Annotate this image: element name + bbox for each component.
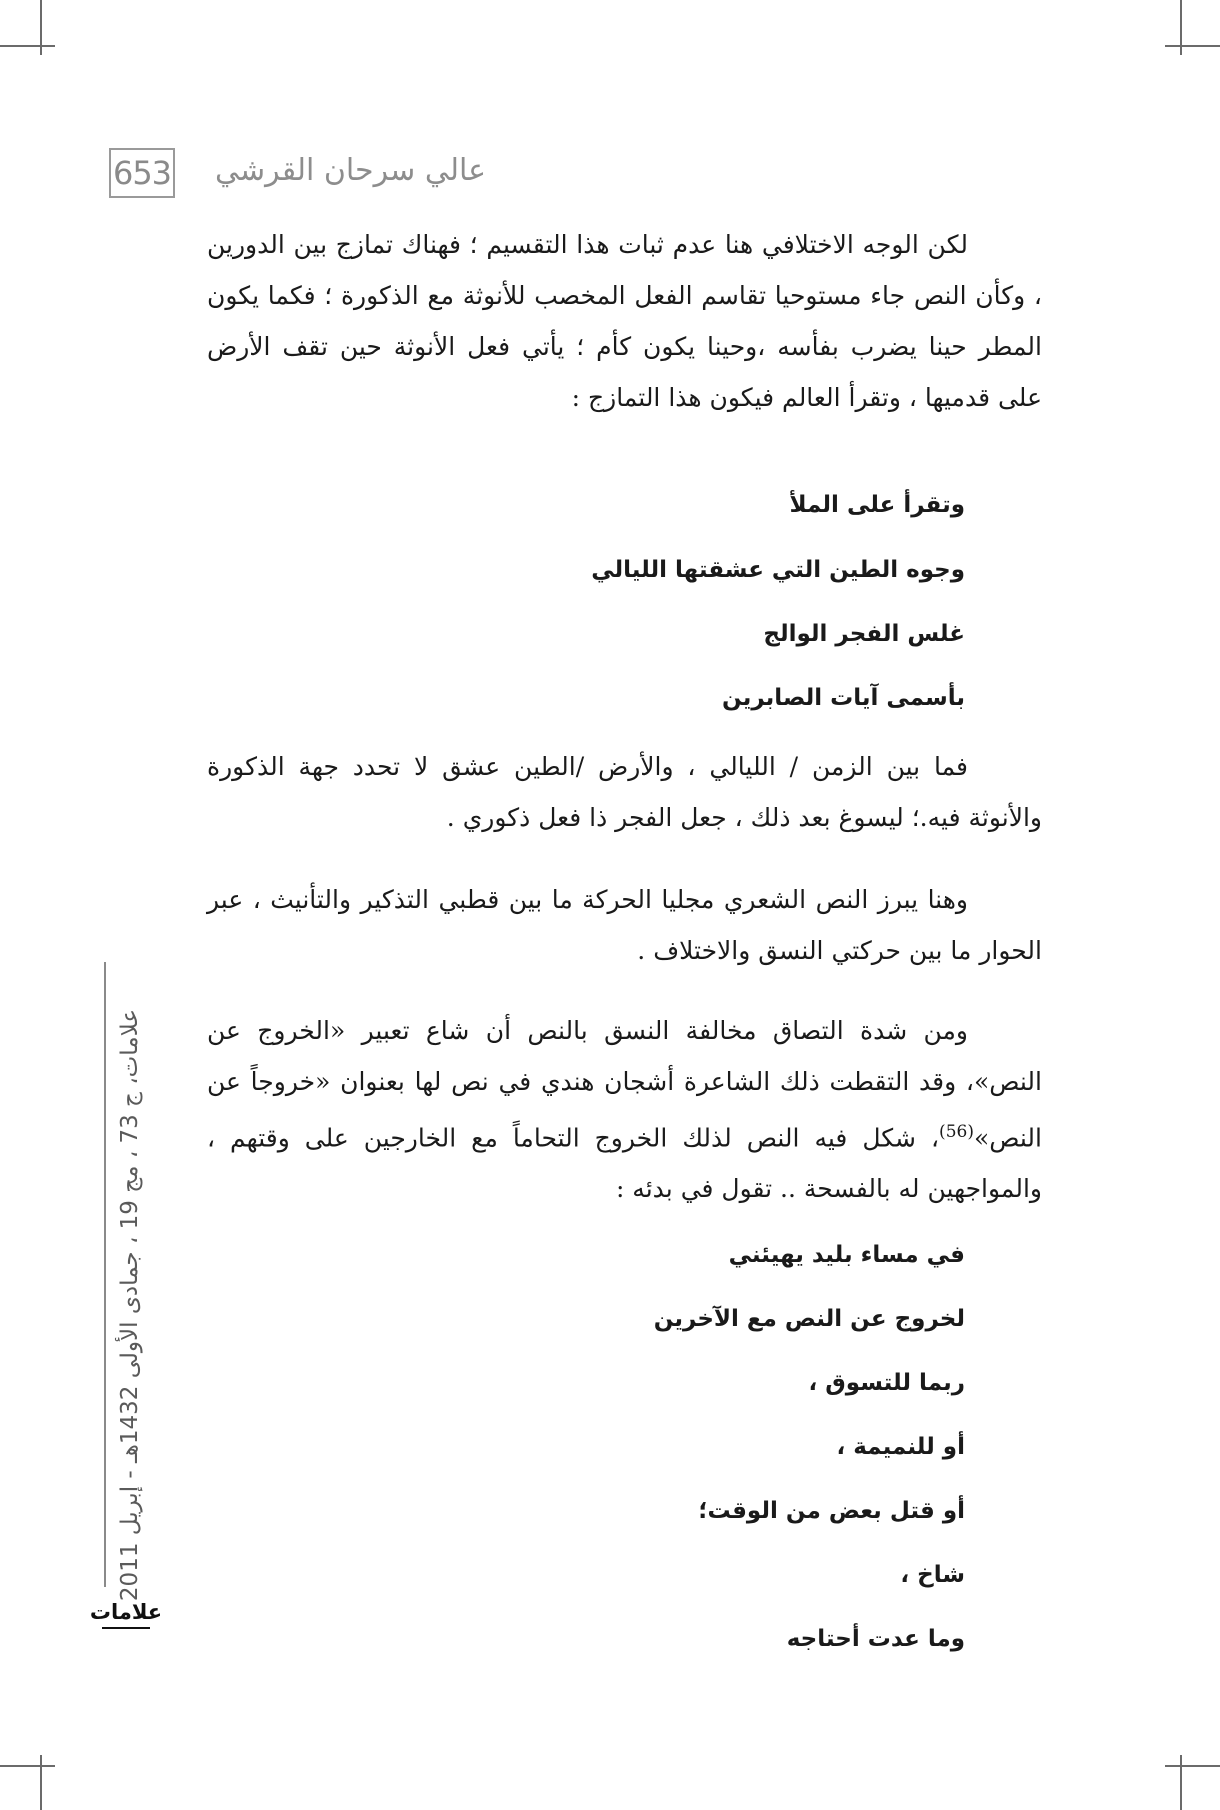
crop-mark-bottom-left-h [0,1765,55,1767]
verse-line: في مساء بليد يهيئني [728,1242,965,1268]
crop-mark-top-right-h [1165,45,1220,47]
crop-mark-bottom-right-h [1165,1765,1220,1767]
verse-line: أو قتل بعض من الوقت؛ [698,1498,965,1524]
verse-line: ربما للتسوق ، [808,1370,965,1396]
verse-line: شاخ ، [900,1562,965,1588]
author-name: عالي سرحان القرشي [215,153,487,188]
journal-citation: علامات، ج 73 ، مج 19 ، جمادى الأولى 1432هـ - إبريل 2011 [117,1008,143,1602]
paragraph-4 [207,1005,1042,1214]
paragraph-4-text-a: ومن شدة التصاق مخالفة النسق بالنص أن شاع تعبير «الخروج عن النص»، وقد التقطت ذلك الشاعرة أشجان هندي في نص لها بعنوان «خروجاً عن النص» [207,1016,1042,1153]
journal-logo [89,1595,163,1629]
crop-mark-top-right [1180,0,1182,55]
paragraph-4-text-b: ، شكل فيه النص لذلك الخروج التحاماً مع الخارجين على وقتهم ، والمواجهين له بالفسحة .. تقول في بدئه : [207,1123,1042,1204]
verse-line: لخروج عن النص مع الآخرين [653,1306,965,1332]
verse-line: غلس الفجر الوالج [763,621,965,647]
crop-mark-bottom-right [1180,1755,1182,1810]
verse-line: وجوه الطين التي عشقتها الليالي [591,557,965,583]
paragraph-4-text [207,1005,1042,1214]
verse-line: وما عدت أحتاجه [786,1626,965,1652]
journal-logo-text: علامات [89,1600,163,1624]
paragraph-3-text: وهنا يبرز النص الشعري مجليا الحركة ما بين قطبي التذكير والتأنيث ، عبر الحوار ما بين حركتي النسق والاختلاف . [207,885,1042,965]
paragraph-2 [207,741,1042,843]
verse-line: بأسمى آيات الصابرين [722,685,965,711]
crop-mark-bottom-left [40,1755,42,1810]
paragraph-1-text: لكن الوجه الاختلافي هنا عدم ثبات هذا التقسيم ؛ فهناك تمازج بين الدورين ، وكأن النص جاء مستوحيا تقاسم الفعل المخصب للأنوثة مع الذكورة ؛ فكما يكون المطر حينا يضرب بفأسه ،وحينا يكون كأم ؛ يأتي فعل الأنوثة حين تقف الأرض على قدميها ، وتقرأ العالم فيكون هذا التمازج : [207,230,1042,412]
running-head-author [215,146,515,196]
crop-mark-top-left [40,0,42,55]
crop-mark-top-left-h [0,45,55,47]
paragraph-3 [207,874,1042,976]
paragraph-2-text: فما بين الزمن / الليالي ، والأرض /الطين عشق لا تحدد جهة الذكورة والأنوثة فيه.؛ ليسوغ بعد ذلك ، جعل الفجر ذا فعل ذكوري . [207,752,1042,832]
verse-line: وتقرأ على الملأ [789,492,965,518]
page-number: 653 [109,148,175,198]
verse-line: أو للنميمة ، [836,1434,965,1460]
footnote-reference: (56) [939,1122,974,1142]
paragraph-1 [207,219,1042,423]
side-rule [104,962,106,1587]
journal-logo-underline [102,1627,150,1629]
